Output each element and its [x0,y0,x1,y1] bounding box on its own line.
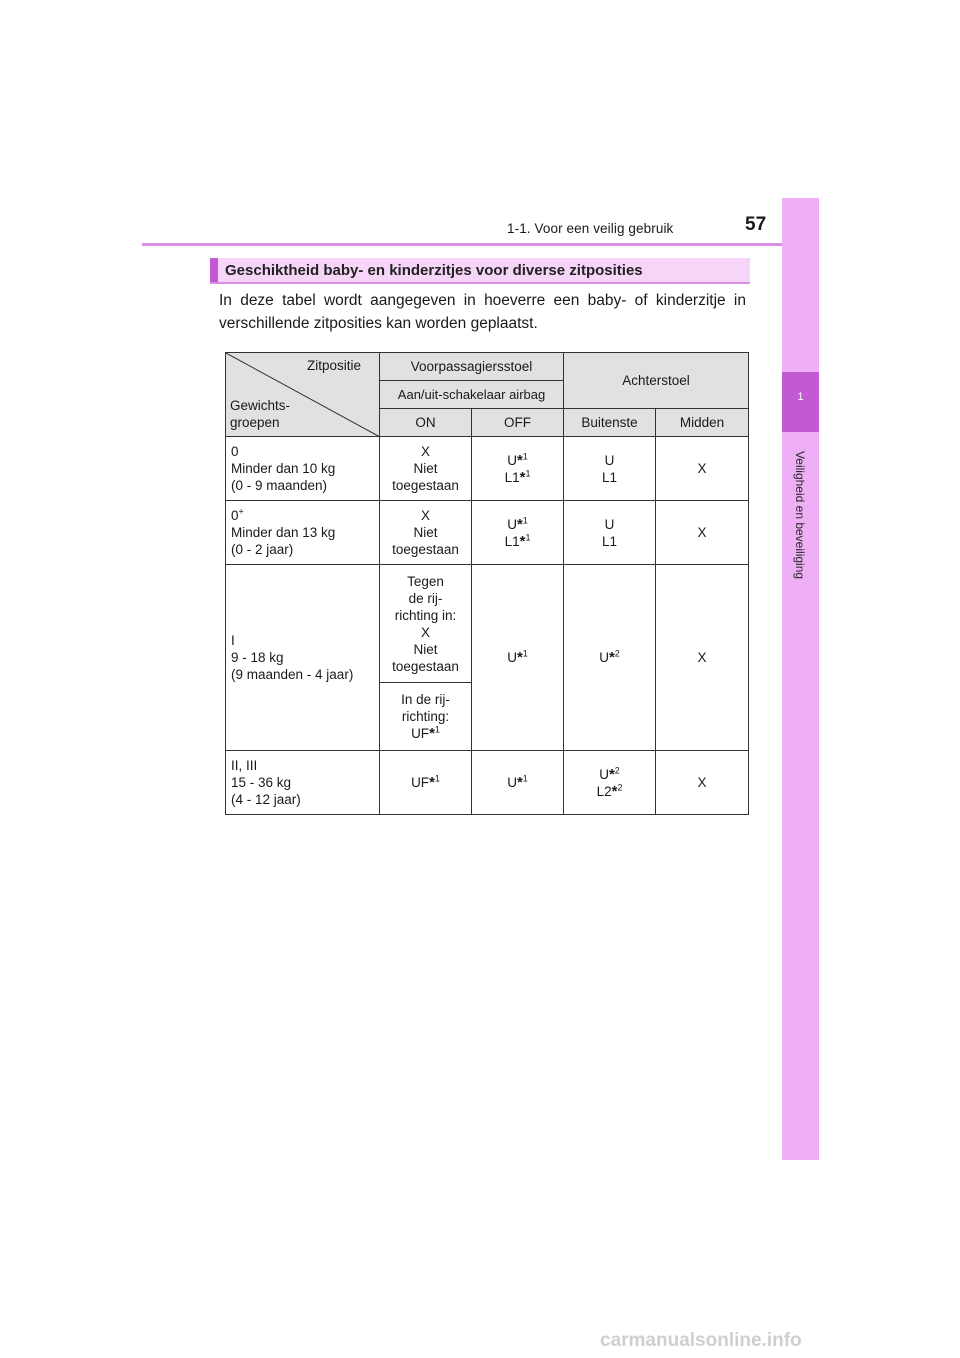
group-description: Minder dan 13 kg (0 - 2 jaar) [231,525,336,557]
outer-cell [564,751,656,815]
off-value-u: U [507,516,517,532]
corner-weight-group-label: Gewichts- groepen [230,398,291,430]
watermark: carmanualsonline.info [600,1330,802,1351]
off-value-u: U [507,775,517,790]
off-cell [472,751,564,815]
asterisk-icon: * [519,468,526,486]
off-value-l1: L1 [504,469,520,485]
asterisk-icon: * [516,451,523,469]
footnote-ref: 2 [614,648,620,659]
col-on: ON [380,409,472,437]
col-rear-seat: Achterstoel [564,353,749,409]
table-row [226,501,749,565]
col-off: OFF [472,409,564,437]
off-cell [472,501,564,565]
footnote-ref: 2 [617,782,623,792]
table-row [226,437,749,501]
off-cell [472,565,564,751]
header-divider [142,243,818,246]
footnote-ref: 2 [614,765,620,775]
heading-accent-bar [210,258,218,282]
group-plus: + [238,506,244,517]
table-corner-cell [226,353,380,437]
table-row [226,565,749,683]
side-tab-strip [782,198,819,1160]
weight-group-cell: I 9 - 18 kg (9 maanden - 4 jaar) [226,565,380,751]
side-chapter-name: Veiligheid en beveiliging [793,450,807,580]
table-row [226,751,749,815]
footnote-ref: 1 [522,773,528,784]
footnote-ref: 1 [434,773,440,784]
asterisk-icon: * [608,765,615,783]
off-value-u: U [507,452,517,468]
asterisk-icon: * [516,515,523,533]
asterisk-icon: * [516,774,523,791]
middle-cell: X [656,501,749,565]
section-heading [210,258,750,284]
footnote-ref: 1 [522,451,528,461]
footnote-ref: 1 [525,532,531,542]
on-forward-facing-cell [380,683,472,751]
footnote-ref: 1 [525,468,531,478]
col-outer: Buitenste [564,409,656,437]
on-value-uf: UF [411,775,430,790]
group-label: 0 [231,508,239,523]
seat-suitability-table [225,352,749,815]
page-number: 57 [745,214,767,235]
footnote-ref: 1 [522,648,528,659]
outer-cell: U L1 [564,501,656,565]
forward-facing-value: UF [411,726,430,741]
outer-value-u: U [599,650,609,665]
forward-facing-label: In de rij- richting: [401,692,450,724]
asterisk-icon: * [519,532,526,550]
weight-group-cell: II, III 15 - 36 kg (4 - 12 jaar) [226,751,380,815]
weight-group-cell: 0 Minder dan 10 kg (0 - 9 maanden) [226,437,380,501]
off-value-l1: L1 [504,533,520,549]
intro-paragraph: In deze tabel wordt aangegeven in hoeverre een baby- of kinderzitje in verschillende zitposities kan worden geplaatst. [219,292,746,332]
outer-value-u: U [599,766,609,782]
outer-value-l2: L2 [596,783,612,799]
asterisk-icon: * [429,725,435,742]
asterisk-icon: * [608,649,615,666]
col-middle: Midden [656,409,749,437]
col-airbag-switch: Aan/uit-schakelaar airbag [380,381,564,409]
outer-cell [564,565,656,751]
on-cell [380,751,472,815]
on-cell: X Niet toegestaan [380,501,472,565]
on-rear-facing-cell: Tegen de rij- richting in: X Niet toegestaan [380,565,472,683]
col-front-passenger: Voorpassagiersstoel [380,353,564,381]
off-value-u: U [507,650,517,665]
corner-seat-position-label: Zitpositie [306,358,361,373]
footnote-ref: 1 [434,724,440,735]
middle-cell: X [656,751,749,815]
asterisk-icon: * [611,782,618,800]
chapter-title: 1-1. Voor een veilig gebruik [507,221,674,236]
footnote-ref: 1 [522,515,528,525]
section-heading-text: Geschiktheid baby- en kinderzitjes voor diverse zitposities [225,262,643,279]
middle-cell: X [656,565,749,751]
weight-group-cell [226,501,380,565]
side-chapter-number: 1 [782,372,819,432]
on-cell: X Niet toegestaan [380,437,472,501]
asterisk-icon: * [429,774,435,791]
middle-cell: X [656,437,749,501]
asterisk-icon: * [516,649,523,666]
outer-cell: U L1 [564,437,656,501]
off-cell [472,437,564,501]
